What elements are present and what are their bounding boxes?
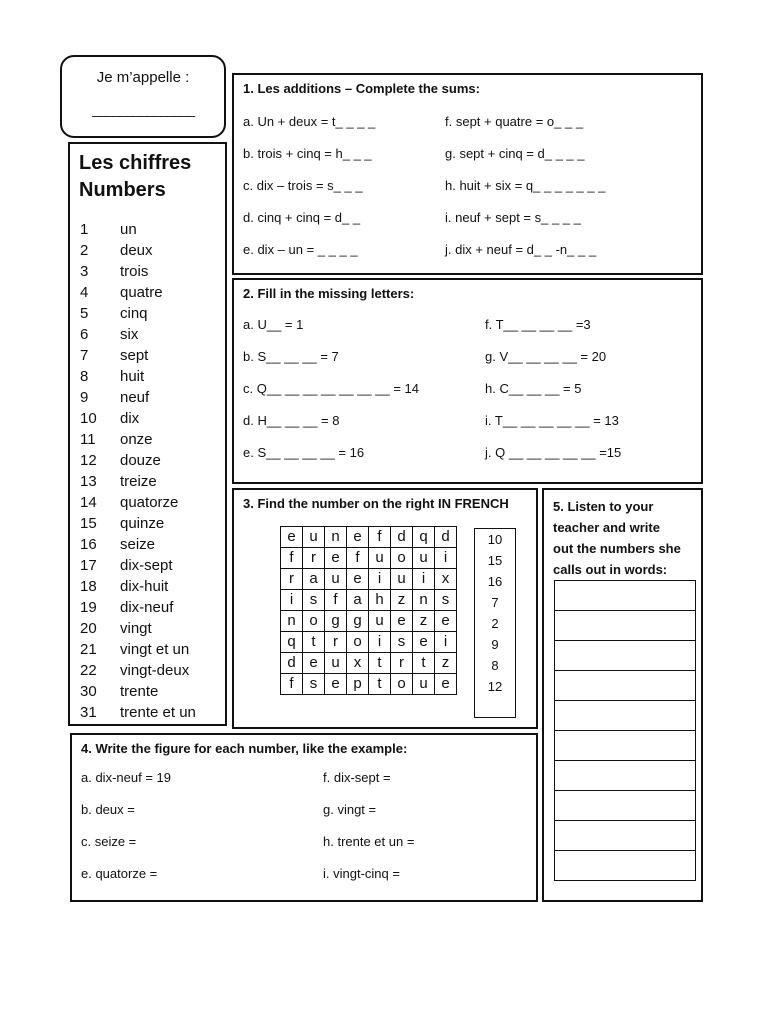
word-search-letter[interactable]: e: [303, 653, 325, 674]
number-word: sept: [120, 347, 149, 364]
word-search-letter[interactable]: r: [325, 632, 347, 653]
write-figure-question[interactable]: c. seize =: [81, 834, 137, 849]
addition-question[interactable]: b. trois + cinq = h_ _ _: [243, 146, 372, 161]
word-search-letter[interactable]: u: [325, 653, 347, 674]
number-row: [80, 303, 196, 324]
number-row: [80, 387, 196, 408]
number-digit: 1: [80, 221, 89, 238]
number-digit: 30: [80, 683, 97, 700]
answer-line[interactable]: [555, 761, 695, 791]
word-search-letter[interactable]: u: [413, 674, 435, 695]
word-search-title: 3. Find the number on the right IN FRENCH: [243, 496, 509, 511]
word-search-letter[interactable]: n: [413, 590, 435, 611]
answer-line[interactable]: [555, 851, 695, 881]
word-search-letter[interactable]: n: [281, 611, 303, 632]
word-search-letter[interactable]: i: [435, 632, 457, 653]
answer-line[interactable]: [555, 611, 695, 641]
word-search-number: 9: [491, 637, 499, 652]
number-digit: 14: [80, 494, 97, 511]
word-search-row: [281, 674, 457, 695]
write-figure-question[interactable]: a. dix-neuf = 19: [81, 770, 171, 785]
answer-line[interactable]: [555, 671, 695, 701]
number-word: vingt et un: [120, 641, 190, 658]
write-figure-question[interactable]: f. dix-sept =: [323, 770, 391, 785]
word-search-letter[interactable]: t: [303, 632, 325, 653]
word-search-letter[interactable]: u: [391, 569, 413, 590]
number-row: [80, 492, 196, 513]
word-search-letter[interactable]: r: [391, 653, 413, 674]
number-row: [80, 534, 196, 555]
number-word: dix-sept: [120, 557, 173, 574]
number-word: dix-huit: [120, 578, 169, 595]
number-row: [80, 219, 196, 240]
listening-instructions: [553, 496, 703, 580]
word-search-letter[interactable]: g: [347, 611, 369, 632]
number-word: trois: [120, 263, 149, 280]
number-word: quatre: [120, 284, 163, 301]
number-word: dix: [120, 410, 140, 427]
number-row: [80, 681, 196, 702]
missing-letters-section: [232, 278, 703, 484]
addition-question[interactable]: j. dix + neuf = d_ _ -n_ _ _: [445, 242, 597, 257]
answer-line[interactable]: [555, 791, 695, 821]
word-search-number: 2: [491, 616, 499, 631]
listening-line: teacher and write: [553, 520, 660, 535]
word-search-letter[interactable]: i: [413, 569, 435, 590]
word-search-letter[interactable]: a: [303, 569, 325, 590]
number-digit: 4: [80, 284, 89, 301]
number-digit: 3: [80, 263, 89, 280]
number-word: huit: [120, 368, 145, 385]
number-digit: 16: [80, 536, 97, 553]
number-row: [80, 513, 196, 534]
number-digit: 10: [80, 410, 97, 427]
missing-letters-question[interactable]: i. T__ __ __ __ __ = 13: [485, 413, 619, 428]
addition-question[interactable]: a. Un + deux = t_ _ _ _: [243, 114, 376, 129]
word-search-letter[interactable]: n: [325, 527, 347, 548]
word-search-letter[interactable]: d: [281, 653, 303, 674]
number-word: neuf: [120, 389, 150, 406]
write-figure-section: [70, 733, 538, 902]
number-row: [80, 366, 196, 387]
word-search-number: 7: [491, 595, 499, 610]
numbers-list: [80, 219, 196, 723]
word-search-letter[interactable]: z: [413, 611, 435, 632]
word-search-letter[interactable]: o: [391, 674, 413, 695]
word-search-letter[interactable]: f: [281, 674, 303, 695]
additions-section: [232, 73, 703, 275]
addition-question[interactable]: d. cinq + cinq = d_ _: [243, 210, 361, 225]
word-search-letter[interactable]: d: [391, 527, 413, 548]
number-word: vingt-deux: [120, 662, 190, 679]
word-search-letter[interactable]: s: [391, 632, 413, 653]
number-row: [80, 282, 196, 303]
word-search-letter[interactable]: e: [413, 632, 435, 653]
additions-title: 1. Les additions – Complete the sums:: [243, 81, 480, 96]
number-digit: 17: [80, 557, 97, 574]
listening-line: 5. Listen to your: [553, 499, 654, 514]
missing-letters-question[interactable]: h. C__ __ __ = 5: [485, 381, 582, 396]
missing-letters-question[interactable]: d. H__ __ __ = 8: [243, 413, 340, 428]
word-search-letter[interactable]: t: [369, 674, 391, 695]
word-search-letter[interactable]: u: [369, 611, 391, 632]
word-search-number: 16: [487, 574, 503, 589]
word-search-letter[interactable]: z: [435, 653, 457, 674]
number-row: [80, 555, 196, 576]
number-row: [80, 597, 196, 618]
word-search-letter[interactable]: u: [303, 527, 325, 548]
number-word: deux: [120, 242, 153, 259]
word-search-letter[interactable]: t: [413, 653, 435, 674]
number-row: [80, 702, 196, 723]
answer-line[interactable]: [555, 641, 695, 671]
number-digit: 7: [80, 347, 89, 364]
number-row: [80, 471, 196, 492]
number-word: six: [120, 326, 139, 343]
word-search-letter[interactable]: x: [435, 569, 457, 590]
answer-line[interactable]: [555, 581, 695, 611]
word-search-letter[interactable]: i: [281, 590, 303, 611]
answer-line[interactable]: [555, 821, 695, 851]
addition-question[interactable]: h. huit + six = q_ _ _ _ _ _ _: [445, 178, 606, 193]
answer-line[interactable]: [555, 701, 695, 731]
number-digit: 19: [80, 599, 97, 616]
listening-section: [542, 488, 703, 902]
number-row: [80, 240, 196, 261]
missing-letters-question[interactable]: f. T__ __ __ __ =3: [485, 317, 591, 332]
word-search-letter[interactable]: u: [369, 548, 391, 569]
word-search-letter[interactable]: o: [347, 632, 369, 653]
number-word: onze: [120, 431, 153, 448]
word-search-letter[interactable]: u: [413, 548, 435, 569]
number-digit: 8: [80, 368, 89, 385]
word-search-letter[interactable]: o: [391, 548, 413, 569]
listening-line: out the numbers she: [553, 541, 681, 556]
word-search-row: [281, 569, 457, 590]
word-search-letter[interactable]: d: [435, 527, 457, 548]
word-search-number: 15: [487, 553, 503, 568]
number-row: [80, 660, 196, 681]
write-figure-question[interactable]: g. vingt =: [323, 802, 377, 817]
number-digit: 31: [80, 704, 97, 721]
number-word: treize: [120, 473, 157, 490]
number-row: [80, 408, 196, 429]
word-search-letter[interactable]: u: [325, 569, 347, 590]
numbers-title-line1: Les chiffres: [79, 152, 192, 174]
word-search-number: 10: [487, 532, 503, 547]
numbers-title-line2: Numbers: [79, 179, 166, 201]
word-search-letter[interactable]: i: [369, 569, 391, 590]
number-word: dix-neuf: [120, 599, 174, 616]
number-word: vingt: [120, 620, 152, 637]
number-row: [80, 429, 196, 450]
word-search-letter[interactable]: f: [369, 527, 391, 548]
word-search-letter[interactable]: q: [413, 527, 435, 548]
word-search-row: [281, 632, 457, 653]
word-search-letter[interactable]: e: [325, 674, 347, 695]
number-row: [80, 345, 196, 366]
word-search-letter[interactable]: f: [325, 590, 347, 611]
write-figure-question[interactable]: b. deux =: [81, 802, 135, 817]
addition-question[interactable]: i. neuf + sept = s_ _ _ _: [445, 210, 581, 225]
word-search-row: [281, 527, 457, 548]
number-word: seize: [120, 536, 156, 553]
numbers-reference-box: [68, 142, 227, 726]
number-digit: 5: [80, 305, 89, 322]
number-digit: 9: [80, 389, 89, 406]
answer-line[interactable]: [555, 731, 695, 761]
write-figure-question[interactable]: e. quatorze =: [81, 866, 158, 881]
number-word: trente: [120, 683, 159, 700]
missing-letters-question[interactable]: e. S__ __ __ __ = 16: [243, 445, 365, 460]
number-word: quinze: [120, 515, 165, 532]
word-search-numbers: [474, 528, 516, 718]
number-digit: 6: [80, 326, 89, 343]
addition-question[interactable]: g. sept + cinq = d_ _ _ _: [445, 146, 585, 161]
number-digit: 2: [80, 242, 89, 259]
word-search-letter[interactable]: z: [391, 590, 413, 611]
answer-lines[interactable]: [554, 580, 696, 881]
word-search-letter[interactable]: f: [347, 548, 369, 569]
write-figure-question[interactable]: i. vingt-cinq =: [323, 866, 400, 881]
word-search-letter[interactable]: a: [347, 590, 369, 611]
number-digit: 15: [80, 515, 97, 532]
word-search-letter[interactable]: q: [281, 632, 303, 653]
word-search-letter[interactable]: e: [435, 674, 457, 695]
write-figure-title: 4. Write the figure for each number, like the example:: [81, 741, 408, 756]
listening-line: calls out in words:: [553, 562, 668, 577]
word-search-grid[interactable]: [280, 526, 457, 695]
number-row: [80, 576, 196, 597]
name-label: Je m’appelle :: [96, 69, 190, 86]
number-digit: 21: [80, 641, 97, 658]
word-search-letter[interactable]: e: [281, 527, 303, 548]
word-search-letter[interactable]: g: [325, 611, 347, 632]
word-search-letter[interactable]: e: [391, 611, 413, 632]
missing-letters-question[interactable]: b. S__ __ __ = 7: [243, 349, 339, 364]
number-word: un: [120, 221, 137, 238]
missing-letters-question[interactable]: j. Q __ __ __ __ __ =15: [485, 445, 622, 460]
number-row: [80, 450, 196, 471]
number-row: [80, 324, 196, 345]
number-digit: 20: [80, 620, 97, 637]
number-digit: 13: [80, 473, 97, 490]
missing-letters-title: 2. Fill in the missing letters:: [243, 286, 415, 301]
word-search-row: [281, 548, 457, 569]
word-search-letter[interactable]: e: [435, 611, 457, 632]
word-search-letter[interactable]: t: [369, 653, 391, 674]
word-search-row: [281, 611, 457, 632]
word-search-letter[interactable]: o: [303, 611, 325, 632]
word-search-letter[interactable]: s: [303, 590, 325, 611]
number-word: douze: [120, 452, 161, 469]
word-search-row: [281, 590, 457, 611]
word-search-letter[interactable]: f: [281, 548, 303, 569]
number-digit: 11: [80, 431, 96, 448]
addition-question[interactable]: e. dix – un = _ _ _ _: [243, 242, 358, 257]
missing-letters-question[interactable]: g. V__ __ __ __ = 20: [485, 349, 607, 364]
word-search-letter[interactable]: h: [369, 590, 391, 611]
addition-question[interactable]: f. sept + quatre = o_ _ _: [445, 114, 584, 129]
name-box: [60, 55, 226, 138]
number-word: cinq: [120, 305, 148, 322]
word-search-letter[interactable]: e: [347, 527, 369, 548]
word-search-number: 8: [491, 658, 499, 673]
addition-question[interactable]: c. dix – trois = s_ _ _: [243, 178, 363, 193]
word-search-letter[interactable]: s: [435, 590, 457, 611]
word-search-row: [281, 653, 457, 674]
number-row: [80, 639, 196, 660]
word-search-section: [232, 488, 538, 729]
numbers-title: [79, 150, 191, 204]
number-word: trente et un: [120, 704, 196, 721]
number-row: [80, 618, 196, 639]
number-digit: 22: [80, 662, 97, 679]
number-digit: 12: [80, 452, 97, 469]
word-search-letter[interactable]: e: [347, 569, 369, 590]
write-figure-question[interactable]: h. trente et un =: [323, 834, 415, 849]
missing-letters-question[interactable]: c. Q__ __ __ __ __ __ __ = 14: [243, 381, 420, 396]
word-search-letter[interactable]: p: [347, 674, 369, 695]
word-search-letter[interactable]: i: [369, 632, 391, 653]
number-row: [80, 261, 196, 282]
word-search-letter[interactable]: s: [303, 674, 325, 695]
word-search-letter[interactable]: x: [347, 653, 369, 674]
missing-letters-question[interactable]: a. U__ = 1: [243, 317, 304, 332]
name-write-line[interactable]: _______________: [92, 101, 194, 117]
word-search-letter[interactable]: e: [325, 548, 347, 569]
word-search-number: 12: [487, 679, 503, 694]
word-search-letter[interactable]: r: [281, 569, 303, 590]
word-search-letter[interactable]: i: [435, 548, 457, 569]
number-digit: 18: [80, 578, 97, 595]
number-word: quatorze: [120, 494, 179, 511]
word-search-letter[interactable]: r: [303, 548, 325, 569]
